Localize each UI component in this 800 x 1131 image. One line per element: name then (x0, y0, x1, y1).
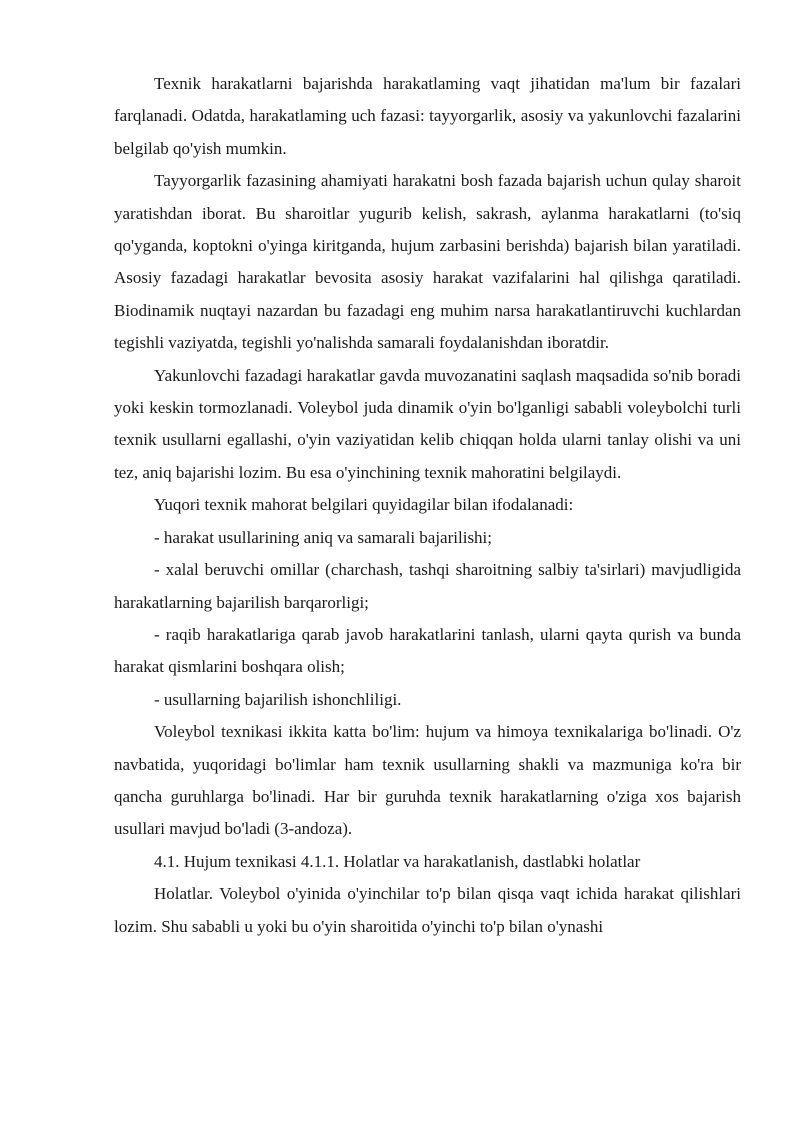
paragraph-preparatory-phase: Tayyorgarlik fazasining ahamiyati harakatni bosh fazada bajarish uchun qulay sharoit yaratishdan iborat. Bu sharoitlar yugurib kelish, sakrash, aylanma harakatlarni (to'siq qo'yganda, koptokni o'yinga kiritganda, hujum zarbasini berishda) bajarish bilan yaratiladi. Asosiy fazadagi harakatlar bevosita asosiy harakat vazifalarini hal qilishga qaratiladi. Biodinamik nuqtayi nazardan bu fazadagi eng muhim narsa harakatlantiruvchi kuchlardan tegishli vaziyatda, tegishli yo'nalishda samarali foydalanishdan iboratdir. (114, 171, 741, 353)
paragraph-phases-intro: Texnik harakatlarni bajarishda harakatlaming vaqt jihatidan ma'lum bir fazalari farqlanadi. Odatda, harakatlaming uch fazasi: tayyorgarlik, asosiy va yakunlovchi fazalarini belgilab qo'yish mumkin. (114, 74, 741, 158)
list-item-accuracy: - harakat usullarining aniq va samarali bajarilishi; (154, 527, 492, 547)
document-page (114, 68, 741, 943)
paragraph-final-phase: Yakunlovchi fazadagi harakatlar gavda muvozanatini saqlash maqsadida so'nib boradi yoki keskin tormozlanadi. Voleybol juda dinamik o'yin bo'lganligi sababli voleybolchi turli texnik usullarni egallashi, o'yin vaziyatidan kelib chiqqan holda ularni tanlay olishi va uni tez, aniq bajarishi lozim. Bu esa o'yinchining texnik mahoratini belgilaydi. (114, 365, 741, 482)
section-heading-attack: 4.1. Hujum texnikasi 4.1.1. Holatlar va harakatlanish, dastlabki holatlar (154, 851, 641, 871)
paragraph-mastery-signs: Yuqori texnik mahorat belgilari quyidagilar bilan ifodalanadi: (154, 495, 574, 515)
list-item-reliability: - usullarning bajarilish ishonchliligi. (154, 689, 402, 709)
paragraph-volleyball-technique: Voleybol texnikasi ikkita katta bo'lim: hujum va himoya texnikalariga bo'linadi. O'z navbatida, yuqoridagi bo'limlar ham texnik usullarning shakli va mazmuniga ko'ra bir qancha guruhlarga bo'linadi. Har bir guruhda texnik harakatlarning o'ziga xos bajarish usullari mavjud bo'ladi (3-andoza). (114, 722, 741, 839)
paragraph-positions: Holatlar. Voleybol o'yinida o'yinchilar to'p bilan qisqa vaqt ichida harakat qilishlari lozim. Shu sababli u yoki bu o'yin sharoitida o'yinchi to'p bilan o'ynashi (114, 884, 741, 936)
list-item-stability: - xalal beruvchi omillar (charchash, tashqi sharoitning salbiy ta'sirlari) mavjudligida harakatlarning bajarilish barqarorligi; (114, 560, 741, 612)
list-item-response: - raqib harakatlariga qarab javob harakatlarini tanlash, ularni qayta qurish va bunda harakat qismlarini boshqara olish; (114, 624, 741, 677)
